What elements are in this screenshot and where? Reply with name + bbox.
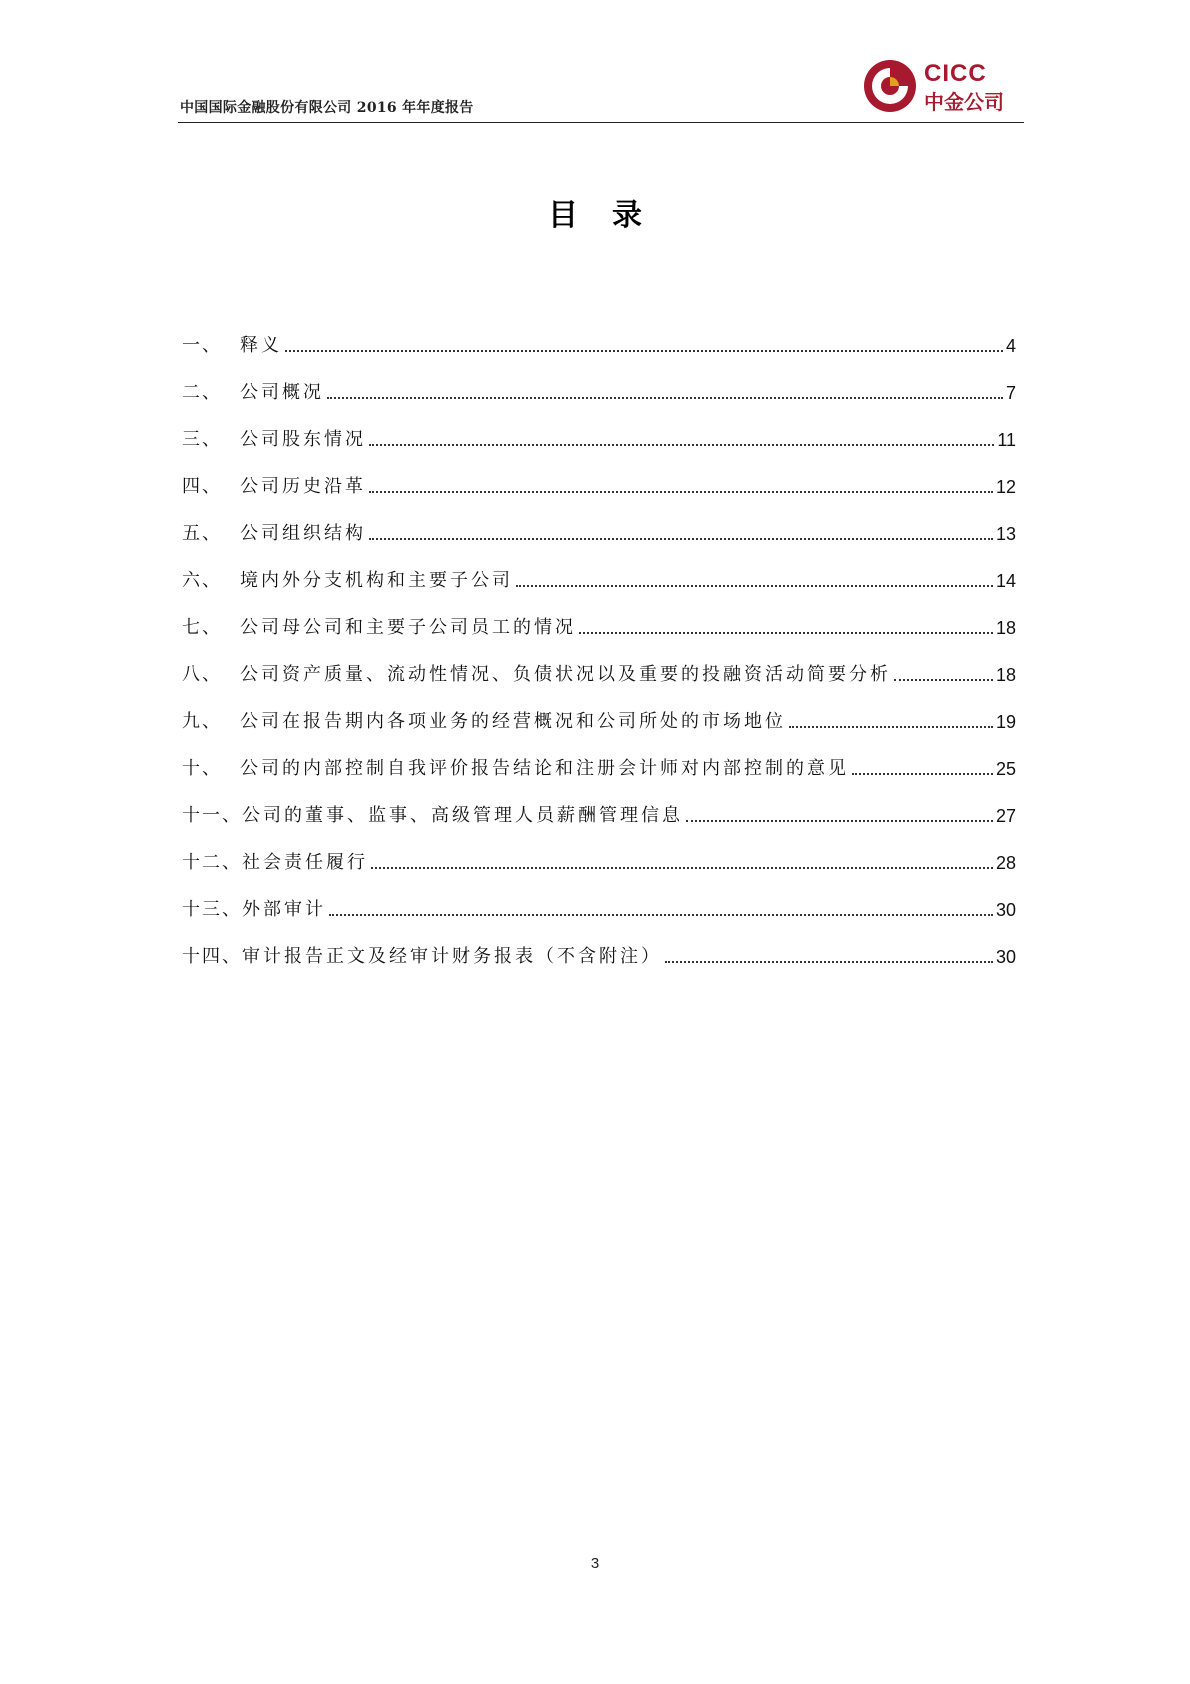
toc-entry-number: 十一、 xyxy=(182,805,242,826)
toc-entry[interactable] xyxy=(182,780,1016,827)
toc-entry-page: 14 xyxy=(995,571,1016,591)
toc-entry[interactable] xyxy=(182,733,1016,780)
toc-entry-title: 审计报告正文及经审计财务报表（不含附注） xyxy=(242,946,662,967)
toc-entry-page: 25 xyxy=(995,759,1016,779)
toc-entry-page: 11 xyxy=(997,430,1016,450)
toc-entry[interactable] xyxy=(182,498,1016,545)
toc-entry-title: 公司的董事、监事、高级管理人员薪酬管理信息 xyxy=(242,805,683,826)
toc-entry[interactable] xyxy=(182,827,1016,874)
toc-dot-leader xyxy=(686,820,993,822)
toc-entry-number: 四、 xyxy=(182,476,222,497)
toc-entry[interactable] xyxy=(182,686,1016,733)
toc-dot-leader xyxy=(579,632,993,634)
toc-entry-title: 释义 xyxy=(240,335,282,356)
toc-entry-page: 19 xyxy=(995,712,1016,732)
toc-entry-number: 七、 xyxy=(182,617,222,638)
toc-entry-number: 一、 xyxy=(182,335,222,356)
toc-entry-number: 十四、 xyxy=(182,946,242,967)
toc-dot-leader xyxy=(369,491,993,493)
toc-entry-number: 八、 xyxy=(182,664,222,685)
toc-entry[interactable] xyxy=(182,545,1016,592)
header-report-title: 中国国际金融股份有限公司 2016 年年度报告 xyxy=(180,100,474,116)
toc-entry[interactable] xyxy=(182,874,1016,921)
toc-entry-number: 十二、 xyxy=(182,852,242,873)
toc-entry-page: 30 xyxy=(995,947,1016,967)
toc-entry-number: 六、 xyxy=(182,570,222,591)
toc-entry-title: 公司组织结构 xyxy=(240,523,366,544)
toc-dot-leader xyxy=(894,679,993,681)
page-title: 目录 xyxy=(548,198,676,233)
toc-entry-title: 公司概况 xyxy=(240,382,324,403)
toc-entry-page: 28 xyxy=(995,853,1016,873)
toc-entry-title: 社会责任履行 xyxy=(242,852,368,873)
toc-entry[interactable] xyxy=(182,921,1016,968)
toc-dot-leader xyxy=(329,914,993,916)
logo-text-cn: 中金公司 xyxy=(924,90,1004,114)
toc-dot-leader xyxy=(369,444,994,446)
toc-entry-number: 二、 xyxy=(182,382,222,403)
toc-entry-number: 三、 xyxy=(182,429,222,450)
toc-dot-leader xyxy=(327,397,1003,399)
toc-entry-title: 公司资产质量、流动性情况、负债状况以及重要的投融资活动简要分析 xyxy=(240,664,891,685)
toc-entry-title: 公司母公司和主要子公司员工的情况 xyxy=(240,617,576,638)
toc-entry-title: 外部审计 xyxy=(242,899,326,920)
toc-entry-number: 十、 xyxy=(182,758,222,779)
toc-entry-number: 五、 xyxy=(182,523,222,544)
toc-entry[interactable] xyxy=(182,357,1016,404)
toc-dot-leader xyxy=(285,350,1003,352)
toc-entry[interactable] xyxy=(182,639,1016,686)
toc-entry-title: 公司股东情况 xyxy=(240,429,366,450)
toc-dot-leader xyxy=(369,538,993,540)
toc-entry[interactable] xyxy=(182,310,1016,357)
toc-dot-leader xyxy=(516,585,993,587)
toc-dot-leader xyxy=(371,867,993,869)
toc-entry-number: 九、 xyxy=(182,711,222,732)
toc-entry-title: 境内外分支机构和主要子公司 xyxy=(240,570,513,591)
toc-entry-page: 7 xyxy=(1005,383,1016,403)
toc-dot-leader xyxy=(852,773,993,775)
toc-entry-page: 12 xyxy=(995,477,1016,497)
cicc-logo xyxy=(862,58,1022,114)
toc-entry-title: 公司历史沿革 xyxy=(240,476,366,497)
table-of-contents xyxy=(182,310,1016,968)
toc-entry-page: 4 xyxy=(1005,336,1016,356)
toc-entry-page: 18 xyxy=(995,618,1016,638)
logo-text-en: CICC xyxy=(924,60,987,87)
toc-entry[interactable] xyxy=(182,592,1016,639)
toc-entry[interactable] xyxy=(182,451,1016,498)
toc-entry-title: 公司在报告期内各项业务的经营概况和公司所处的市场地位 xyxy=(240,711,786,732)
toc-entry-page: 13 xyxy=(995,524,1016,544)
toc-entry-page: 30 xyxy=(995,900,1016,920)
toc-entry-page: 18 xyxy=(995,665,1016,685)
toc-dot-leader xyxy=(665,961,993,963)
toc-entry-title: 公司的内部控制自我评价报告结论和注册会计师对内部控制的意见 xyxy=(240,758,849,779)
page-header xyxy=(178,56,1024,123)
toc-dot-leader xyxy=(789,726,993,728)
cicc-emblem-icon xyxy=(862,58,918,114)
page-number: 3 xyxy=(590,1555,600,1572)
toc-entry-number: 十三、 xyxy=(182,899,242,920)
toc-entry[interactable] xyxy=(182,404,1016,451)
toc-entry-page: 27 xyxy=(995,806,1016,826)
